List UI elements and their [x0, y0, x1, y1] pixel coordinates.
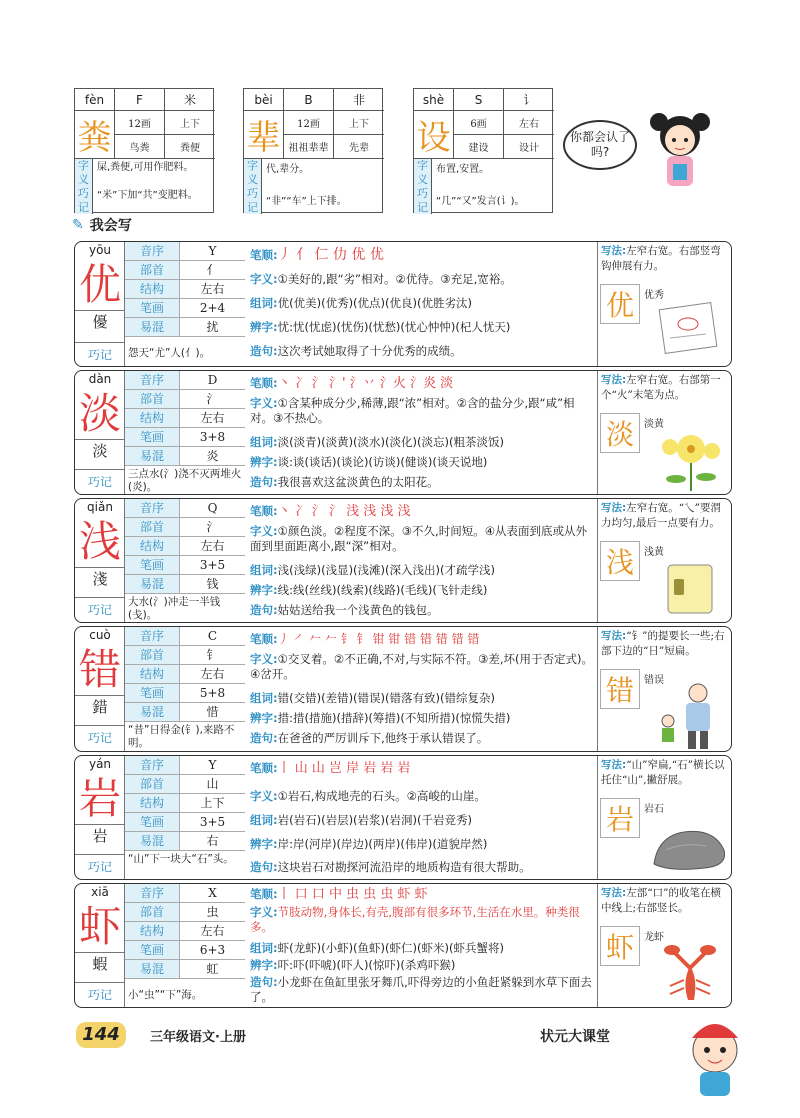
- practice-char: 浅: [600, 541, 640, 581]
- words: 岩(岩石)(岩层)(岩浆)(岩洞)(千岩竞秀): [277, 813, 472, 827]
- stroke-order-label: 笔顺:: [250, 761, 278, 775]
- words: 虾(龙虾)(小虾)(鱼虾)(虾仁)(虾米)(虾兵蟹将): [277, 941, 504, 955]
- confuse-label: 易混: [125, 703, 180, 721]
- tip-label: 巧记: [75, 597, 125, 621]
- attr-table: [125, 499, 245, 594]
- trad-char: 優: [75, 310, 125, 330]
- mini-letter: S: [454, 89, 504, 111]
- meaning-label: 字义:: [250, 652, 278, 666]
- distinguish: 忧:忧(忧虑)(忧伤)(忧愁)(忧心忡忡)(杞人忧天): [277, 320, 511, 334]
- radical-label: 部首: [125, 646, 180, 664]
- picture-label: 龙虾: [644, 932, 664, 943]
- strokes-value: 5+8: [199, 686, 226, 700]
- father-son-icon: [654, 681, 730, 751]
- meaning: ①交叉着。②不正确,不对,与实际不符。③差,坏(用于否定式)。④岔开。: [250, 652, 593, 681]
- meaning: ①颜色淡。②程度不深。③不久,时间短。④从表面到底或从外面到里面距离小,跟“深”相对。: [250, 524, 588, 553]
- strokes-label: 笔画: [125, 813, 180, 831]
- radical-label: 部首: [125, 903, 180, 921]
- writing-label: 写法:: [601, 887, 627, 899]
- pinyin: yōu: [88, 243, 112, 257]
- meaning: ①岩石,构成地壳的石头。②高峻的山崖。: [277, 789, 486, 803]
- mini-radical: 米: [165, 89, 215, 111]
- sentence-label: 造句:: [250, 975, 278, 989]
- strokes-label: 笔画: [125, 299, 180, 317]
- mini-pinyin: bèi: [244, 89, 284, 111]
- distinguish: 吓:吓(吓唬)(吓人)(惊吓)(杀鸡吓猴): [277, 958, 456, 972]
- sentence: 在爸爸的严厉训斥下,他终于承认错误了。: [277, 731, 489, 745]
- distinguish-label: 辨字:: [250, 583, 278, 597]
- mini-tip: “几”“又”发言(讠)。: [436, 196, 525, 207]
- section-header: [72, 214, 132, 236]
- radical-value: 亻: [206, 263, 219, 277]
- order-value: Y: [208, 244, 217, 258]
- char-column: [75, 242, 125, 366]
- structure-value: 左右: [200, 667, 225, 681]
- detail-column: [247, 756, 597, 879]
- char-entry-dan: [74, 370, 732, 495]
- main-char: 岩: [78, 774, 121, 823]
- mini-word: 鸟粪: [115, 135, 165, 159]
- order-value: C: [207, 629, 218, 643]
- char-column: [75, 627, 125, 751]
- rock-icon: [648, 820, 730, 874]
- meaning-label: 字义:: [250, 789, 278, 803]
- confuse-value: 惜: [206, 705, 219, 719]
- mini-char: 设: [414, 111, 454, 159]
- char-entry-yan: [74, 755, 732, 880]
- main-char: 虾: [78, 902, 121, 951]
- main-char: 浅: [78, 517, 121, 566]
- stroke-order: 丶 冫 氵 氵' 氵丷 氵火 氵炎 淡: [277, 376, 454, 391]
- order-value: D: [207, 373, 218, 387]
- writing-label: 写法:: [601, 374, 627, 386]
- writing-column: [597, 627, 732, 751]
- mini-structure: 上下: [334, 111, 384, 135]
- structure-label: 结构: [125, 537, 180, 555]
- stroke-order-label: 笔顺:: [250, 632, 278, 646]
- stroke-order-label: 笔顺:: [250, 887, 278, 901]
- writing-column: [597, 242, 732, 366]
- detail-column: [247, 627, 597, 751]
- brand-name: 状元大课堂: [540, 1029, 610, 1045]
- paper-icon: [656, 300, 726, 360]
- writing-tip: 左部“口”的收笔在横中线上;右部竖长。: [601, 887, 721, 914]
- sentence: 姑姑送给我一个浅黄色的钱包。: [277, 603, 439, 617]
- meaning-label: 字义:: [250, 524, 278, 538]
- confuse-value: 扰: [206, 320, 219, 334]
- order-label: 音序: [125, 884, 180, 902]
- mini-word: 先辈: [334, 135, 384, 159]
- mini-tip-label: 巧记: [75, 187, 93, 214]
- practice-char: 淡: [600, 413, 640, 453]
- main-char: 淡: [78, 389, 121, 438]
- wallet-icon: [660, 559, 722, 619]
- confuse-value: 炎: [206, 449, 219, 463]
- mini-meaning-label: 字义: [414, 159, 432, 187]
- writing-label: 写法:: [601, 245, 627, 257]
- attr-table: [125, 627, 245, 722]
- radical-value: 钅: [206, 648, 219, 662]
- trad-char: 淺: [75, 567, 125, 587]
- girl-illustration-icon: [645, 98, 715, 193]
- mini-letter: F: [115, 89, 165, 111]
- practice-char: 岩: [600, 798, 640, 838]
- stroke-order: 丨 山 山 岂 岸 岩 岩 岩: [277, 761, 411, 776]
- distinguish: 岸:岸(河岸)(岸边)(两岸)(伟岸)(道貌岸然): [277, 837, 488, 851]
- order-value: Y: [208, 758, 217, 772]
- sentence-label: 造句:: [250, 731, 278, 745]
- mini-card-fen: [74, 88, 214, 213]
- confuse-value: 钱: [206, 577, 219, 591]
- mini-radical: 非: [334, 89, 384, 111]
- order-label: 音序: [125, 756, 180, 774]
- attr-table: [125, 242, 245, 337]
- pinyin: cuò: [89, 628, 111, 642]
- char-entry-cuo: [74, 626, 732, 752]
- words: 淡(淡青)(淡黄)(淡水)(淡化)(淡忘)(粗茶淡饭): [277, 435, 504, 449]
- pinyin: xiā: [91, 885, 109, 899]
- words-label: 组词:: [250, 563, 278, 577]
- detail-column: [247, 884, 597, 1007]
- mini-card-bei: [243, 88, 383, 213]
- writing-tip: 左窄右宽。右部竖弯钩伸展有力。: [601, 245, 721, 272]
- mini-meaning: 布置,安置。: [436, 164, 490, 175]
- mini-radical: 讠: [504, 89, 554, 111]
- order-value: Q: [207, 501, 218, 515]
- mini-char: 粪: [75, 111, 115, 159]
- strokes-label: 笔画: [125, 428, 180, 446]
- pinyin: yán: [88, 757, 112, 771]
- writing-column: [597, 499, 732, 622]
- mini-char: 辈: [244, 111, 284, 159]
- pinyin: dàn: [88, 372, 112, 386]
- writing-tip: 左窄右宽。“乀”要渭力均匀,最后一点要有力。: [601, 502, 721, 529]
- writing-column: [597, 371, 732, 494]
- sentence-label: 造句:: [250, 603, 278, 617]
- main-char: 优: [78, 260, 121, 309]
- char-entry-qian: [74, 498, 732, 623]
- mini-pinyin: shè: [414, 89, 454, 111]
- detail-column: [247, 499, 597, 622]
- mini-meaning: 代,辈分。: [266, 164, 310, 175]
- confuse-label: 易混: [125, 318, 180, 336]
- writing-label: 写法:: [601, 759, 627, 771]
- char-column: [75, 756, 125, 879]
- practice-char: 优: [600, 284, 640, 324]
- tip-text: 小“虫”“下”海。: [128, 989, 203, 1001]
- sentence: 我很喜欢这盆淡黄色的太阳花。: [277, 475, 439, 489]
- trad-char: 錯: [75, 695, 125, 715]
- mini-meaning: 屎,粪便,可用作肥料。: [97, 162, 194, 173]
- flower-icon: [656, 429, 726, 493]
- distinguish: 措:措(措施)(措辞)(筹措)(不知所措)(惊慌失措): [277, 711, 511, 725]
- stroke-order: 丶 冫 氵 氵 浅 浅 浅 浅: [277, 504, 411, 519]
- attr-table: [125, 371, 245, 466]
- words: 浅(浅绿)(浅显)(浅滩)(深入浅出)(才疏学浅): [277, 563, 495, 577]
- strokes-value: 3+5: [199, 815, 226, 829]
- words-label: 组词:: [250, 296, 278, 310]
- tip-label: 巧记: [75, 854, 125, 878]
- words-label: 组词:: [250, 941, 278, 955]
- tip-text: “山”下一块大“石”头。: [128, 853, 234, 865]
- structure-value: 上下: [200, 796, 225, 810]
- meaning: ①含某种成分少,稀薄,跟“浓”相对。②含的盐分少,跟“咸”相对。③不热心。: [250, 396, 575, 425]
- writing-column: [597, 884, 732, 1007]
- tip-label: 巧记: [75, 469, 125, 493]
- words: 错(交错)(差错)(错误)(错落有致)(错综复杂): [277, 691, 495, 705]
- confuse-label: 易混: [125, 575, 180, 593]
- main-char: 错: [78, 645, 121, 694]
- confuse-value: 右: [206, 834, 219, 848]
- structure-value: 左右: [200, 411, 225, 425]
- char-entry-xia: [74, 883, 732, 1008]
- meaning: 节肢动物,身体长,有壳,腹部有很多环节,生活在水里。种类很多。: [250, 905, 580, 934]
- radical-label: 部首: [125, 775, 180, 793]
- strokes-value: 6+3: [199, 943, 226, 957]
- words: 优(优美)(优秀)(优点)(优良)(优胜劣汰): [277, 296, 472, 310]
- pencil-icon: ✎: [72, 217, 84, 233]
- mini-tip: “非”“车”上下排。: [266, 196, 347, 207]
- stroke-order: 丿 亻 仁 仂 优 优: [277, 247, 384, 263]
- strokes-value: 2+4: [199, 301, 226, 315]
- mini-strokes: 12画: [284, 111, 334, 135]
- writing-tip: “山”窄扁,“石”横长以托住“山”,撇舒展。: [601, 759, 725, 786]
- trad-char: 蝦: [75, 952, 125, 972]
- section-title: 我会写: [89, 218, 132, 234]
- writing-label: 写法:: [601, 502, 627, 514]
- structure-label: 结构: [125, 922, 180, 940]
- mini-meaning-label: 字义: [244, 159, 262, 187]
- tip-label: 巧记: [75, 342, 125, 366]
- char-column: [75, 499, 125, 622]
- stroke-order-label: 笔顺:: [250, 376, 278, 390]
- radical-value: 山: [206, 777, 219, 791]
- radical-value: 氵: [206, 520, 219, 534]
- strokes-label: 笔画: [125, 941, 180, 959]
- char-column: [75, 884, 125, 1007]
- mini-meaning-label: 字义: [75, 159, 93, 187]
- mini-structure: 左右: [504, 111, 554, 135]
- page-number: 144: [76, 1022, 126, 1048]
- order-label: 音序: [125, 371, 180, 389]
- structure-label: 结构: [125, 409, 180, 427]
- mini-structure: 上下: [165, 111, 215, 135]
- radical-label: 部首: [125, 261, 180, 279]
- crayfish-icon: [648, 942, 732, 1006]
- meaning-label: 字义:: [250, 272, 278, 286]
- words-label: 组词:: [250, 435, 278, 449]
- order-label: 音序: [125, 627, 180, 645]
- sentence: 这次考试她取得了十分优秀的成绩。: [277, 344, 462, 358]
- stroke-order-label: 笔顺:: [250, 504, 278, 518]
- mini-tip-label: 巧记: [414, 187, 432, 214]
- writing-tip: 左窄右宽。右部第一个“火”末笔为点。: [601, 374, 721, 401]
- mascot-icon: [680, 1010, 750, 1100]
- radical-value: 虫: [206, 905, 219, 919]
- structure-label: 结构: [125, 665, 180, 683]
- picture-label: 淡黄: [644, 419, 664, 430]
- attr-table: [125, 756, 245, 851]
- confuse-value: 虹: [206, 962, 219, 976]
- confuse-label: 易混: [125, 960, 180, 978]
- meaning: ①美好的,跟“劣”相对。②优待。③充足,宽裕。: [277, 272, 512, 286]
- confuse-label: 易混: [125, 832, 180, 850]
- detail-column: [247, 242, 597, 366]
- trad-char: 岩: [75, 824, 125, 844]
- stroke-order-label: 笔顺:: [250, 248, 278, 262]
- practice-char: 错: [600, 669, 640, 709]
- words-label: 组词:: [250, 691, 278, 705]
- structure-value: 左右: [200, 539, 225, 553]
- distinguish-label: 辨字:: [250, 455, 278, 469]
- tip-text: 怨天“尤”人(亻)。: [128, 347, 211, 359]
- tip-label: 巧记: [75, 725, 125, 749]
- sentence: 小龙虾在鱼缸里张牙舞爪,吓得旁边的小鱼赶紧躲到水草下面去了。: [250, 975, 592, 1004]
- mini-word: 粪便: [165, 135, 215, 159]
- mini-word: 设计: [504, 135, 554, 159]
- distinguish-label: 辨字:: [250, 837, 278, 851]
- distinguish: 谈:谈(谈话)(谈论)(访谈)(健谈)(谈天说地): [277, 455, 488, 469]
- distinguish: 线:线(丝线)(线索)(线路)(毛线)(飞针走线): [277, 583, 488, 597]
- structure-label: 结构: [125, 794, 180, 812]
- order-label: 音序: [125, 242, 180, 260]
- confuse-label: 易混: [125, 447, 180, 465]
- mini-word: 祖祖辈辈: [284, 135, 334, 159]
- sentence-label: 造句:: [250, 344, 278, 358]
- radical-label: 部首: [125, 390, 180, 408]
- radical-value: 氵: [206, 392, 219, 406]
- detail-column: [247, 371, 597, 494]
- stroke-order: 丨 口 口 中 虫 虫 虫 虾 虾: [277, 887, 428, 902]
- sentence-label: 造句:: [250, 860, 278, 874]
- tip-text: 三点水(氵)浇不灭两堆火(炎)。: [128, 468, 242, 493]
- char-column: [75, 371, 125, 494]
- tip-text: “昔”日得金(钅),来路不明。: [128, 724, 235, 749]
- sentence: 这块岩石对勘探河流沿岸的地质构造有很大帮助。: [277, 860, 531, 874]
- structure-label: 结构: [125, 280, 180, 298]
- writing-column: [597, 756, 732, 879]
- mini-tip: “米”下加“共”变肥料。: [97, 190, 198, 201]
- mini-pinyin: fèn: [75, 89, 115, 111]
- practice-char: 虾: [600, 926, 640, 966]
- distinguish-label: 辨字:: [250, 320, 278, 334]
- picture-label: 岩石: [644, 804, 664, 815]
- strokes-label: 笔画: [125, 684, 180, 702]
- mini-word: 建设: [454, 135, 504, 159]
- picture-label: 错误: [644, 675, 664, 686]
- picture-label: 优秀: [644, 290, 664, 301]
- sentence-label: 造句:: [250, 475, 278, 489]
- mini-tip-label: 巧记: [244, 187, 262, 214]
- structure-value: 左右: [200, 924, 225, 938]
- picture-label: 浅黄: [644, 547, 664, 558]
- book-title: 三年级语文·上册: [150, 1030, 246, 1045]
- words-label: 组词:: [250, 813, 278, 827]
- pinyin: qiǎn: [87, 500, 113, 514]
- writing-tip: “钅”的提要长一些;右部下边的“日”短扁。: [601, 630, 725, 657]
- meaning-label: 字义:: [250, 396, 278, 410]
- distinguish-label: 辨字:: [250, 958, 278, 972]
- order-label: 音序: [125, 499, 180, 517]
- attr-table: [125, 884, 245, 979]
- distinguish-label: 辨字:: [250, 711, 278, 725]
- structure-value: 左右: [200, 282, 225, 296]
- speech-bubble: 你都会认了吗?: [563, 120, 637, 170]
- trad-char: 淡: [75, 439, 125, 459]
- mini-strokes: 12画: [115, 111, 165, 135]
- order-value: X: [208, 886, 217, 900]
- meaning-label: 字义:: [250, 905, 278, 919]
- radical-label: 部首: [125, 518, 180, 536]
- char-entry-you: [74, 241, 732, 367]
- strokes-value: 3+8: [199, 430, 226, 444]
- stroke-order: 丿 ㇒ 𠂉 𠂉 钅 钅 钳 钳 错 错 错 错 错: [277, 632, 480, 646]
- mini-letter: B: [284, 89, 334, 111]
- writing-label: 写法:: [601, 630, 627, 642]
- mini-strokes: 6画: [454, 111, 504, 135]
- tip-label: 巧记: [75, 982, 125, 1006]
- strokes-value: 3+5: [199, 558, 226, 572]
- strokes-label: 笔画: [125, 556, 180, 574]
- mini-card-she: [413, 88, 553, 213]
- tip-text: 大水(氵)冲走一半钱(戋)。: [128, 596, 221, 621]
